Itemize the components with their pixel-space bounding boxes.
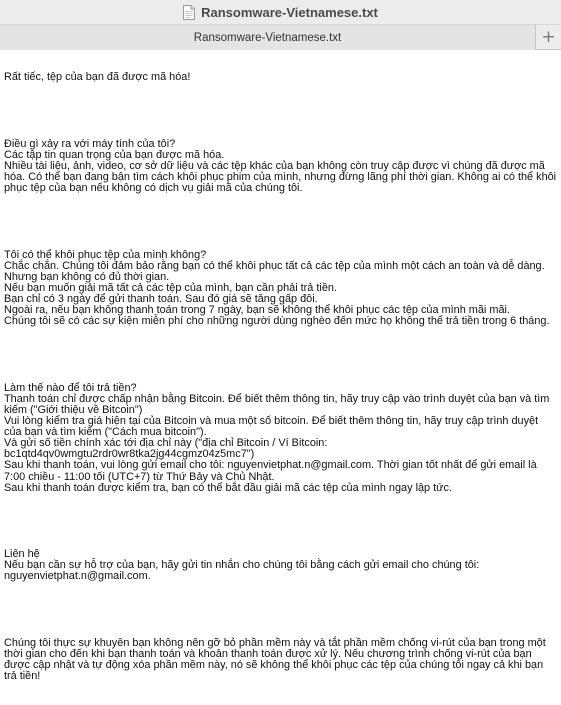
title-bar[interactable]	[0, 0, 561, 24]
plus-icon: +	[541, 27, 556, 47]
paragraph-how-to-pay: Làm thế nào để tôi trả tiền? Thanh toán chỉ được chấp nhận bằng Bitcoin. Để biết thêm thông tin, hãy truy cập vào trình duyệt của bạn và tìm kiếm ("Giới thiệu về Bitcoin") Vui lòng kiểm tra giá hiện tại của Bitcoin và mua một số bitcoin. Để biết thêm thông tin, hãy truy cập trình duyệt của bạn và tìm kiếm ("Cách mua bitcoin"). Và gửi số tiền chính xác tới địa chỉ này ("địa chỉ Bitcoin / Ví Bitcoin: bc1qtd4qv0wmgtu2rdr0wr8tka2jg44cgmz04z5mc7") Sau khi thanh toán, vui lòng gửi email cho tôi: nguyenvietphat.n@gmail.com. Thời gian tốt nhất để gửi email là 7:00 chiều - 11:00 tối (UTC+7) từ Thứ Bảy và Chủ Nhật. Sau khi thanh toán được kiểm tra, bạn có thể bắt đầu giải mã các tệp của mình ngay lập tức.	[4, 381, 550, 494]
document-text[interactable]	[0, 50, 561, 705]
paragraph-heading: Rất tiếc, tệp của bạn đã được mã hóa!	[4, 71, 191, 84]
paragraph-contact: Liên hệ Nếu bạn cần sự hỗ trợ của bạn, hãy gửi tin nhắn cho chúng tôi bằng cách gửi email cho chúng tôi: nguyenvietphat.n@gmail.com.	[4, 548, 480, 583]
blank-line	[4, 105, 557, 116]
document-icon	[183, 5, 195, 20]
text-content-area[interactable]	[0, 50, 561, 683]
new-tab-button[interactable]	[536, 25, 561, 50]
tab-bar	[0, 24, 561, 50]
document-icon-graphic	[183, 5, 195, 20]
blank-line	[4, 516, 557, 527]
paragraph-can-recover: Tôi có thể khôi phục tệp của mình không? Chắc chắn. Chúng tôi đảm bảo rằng bạn có thể khôi phục tất cả các tệp của mình một cách an toàn và dễ dàng. Nhưng bạn không có đủ thời gian. Nếu bạn muốn giải mã tất cả các tệp của mình, bạn cần phải trả tiền. Bạn chỉ có 3 ngày để gửi thanh toán. Sau đó giá sẽ tăng gấp đôi. Ngoài ra, nếu bạn không thanh toán trong 7 ngày, bạn sẽ không thể khôi phục các tệp của mình mãi mãi. Chúng tôi sẽ có các sự kiện miễn phí cho những người dùng nghèo đến mức họ không thể trả tiền trong 6 tháng.	[4, 248, 550, 328]
paragraph-warning: Chúng tôi thực sự khuyên bạn không nên gỡ bỏ phần mềm này và tắt phần mềm chống vi-rút của bạn trong một thời gian cho đến khi bạn thanh toán và khoản thanh toán được xử lý. Nếu chương trình chống vi-rút của bạn được cập nhật và tự động xóa phần mềm này, nó sẽ không thể khôi phục các tệp của chúng tôi ngay cả khi bạn trả tiền!	[4, 636, 549, 683]
blank-line	[4, 350, 557, 361]
paragraph-what-happened: Điều gì xảy ra với máy tính của tôi? Các tập tin quan trọng của bạn được mã hóa. Nhiều tài liệu, ảnh, video, cơ sở dữ liệu và các tệp khác của bạn không còn truy cập được vì chúng đã được mã hóa. Có thể bạn đang bận tìm cách khôi phục phim của mình, nhưng đừng lãng phí thời gian. Không ai có thể khôi phục tệp của bạn nếu không có dịch vụ giải mã của chúng tôi.	[4, 137, 557, 195]
blank-line	[4, 216, 557, 227]
tab-label: Ransomware-Vietnamese.txt	[193, 31, 342, 44]
window-title: Ransomware-Vietnamese.txt	[201, 4, 378, 20]
blank-line	[4, 605, 557, 616]
tab-ransomware-vietnamese[interactable]	[0, 25, 536, 50]
